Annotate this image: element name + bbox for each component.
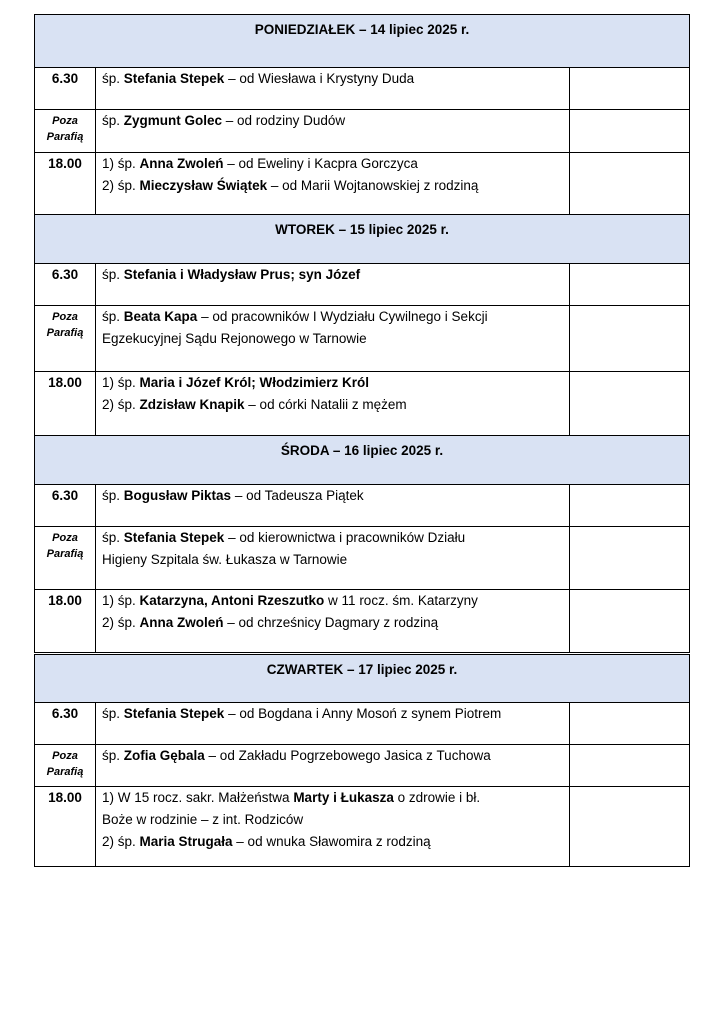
intention-line bbox=[102, 394, 563, 416]
intention-line bbox=[102, 153, 563, 175]
empty-cell bbox=[570, 68, 690, 110]
intention-text: 2) śp. bbox=[102, 397, 140, 412]
intention-text: śp. bbox=[102, 530, 124, 545]
day-header-row bbox=[35, 15, 690, 68]
mass-row bbox=[35, 527, 690, 590]
intention-name: Beata Kapa bbox=[123, 309, 198, 324]
intention-line bbox=[102, 831, 563, 853]
mass-time: 6.30 bbox=[35, 264, 96, 306]
mass-time: 6.30 bbox=[35, 485, 96, 527]
intention-text: śp. bbox=[102, 113, 124, 128]
mass-intention bbox=[96, 372, 570, 436]
intention-line bbox=[102, 264, 563, 286]
intention-text: śp. bbox=[102, 706, 124, 721]
intention-line bbox=[102, 372, 563, 394]
mass-row bbox=[35, 306, 690, 372]
mass-location-label: Poza Parafią bbox=[35, 306, 96, 372]
mass-intention bbox=[96, 590, 570, 654]
mass-intention bbox=[96, 485, 570, 527]
intention-name: Stefania Stepek bbox=[123, 530, 225, 545]
intention-name: Zygmunt Golec bbox=[123, 113, 223, 128]
intention-text: Egzekucyjnej Sądu Rejonowego w Tarnowie bbox=[102, 331, 367, 346]
empty-cell bbox=[570, 703, 690, 745]
intention-name: Mieczysław Świątek bbox=[139, 178, 268, 193]
mass-row bbox=[35, 703, 690, 745]
intention-text: Higieny Szpitala św. Łukasza w Tarnowie bbox=[102, 552, 348, 567]
intention-text: – od Bogdana i Anny Mosoń z synem Piotrem bbox=[224, 706, 502, 721]
mass-time: 18.00 bbox=[35, 787, 96, 867]
mass-location-label: Poza Parafią bbox=[35, 110, 96, 153]
intention-line bbox=[102, 68, 563, 90]
intention-text: śp. bbox=[102, 71, 124, 86]
intention-line bbox=[102, 745, 563, 767]
mass-row bbox=[35, 485, 690, 527]
mass-intention bbox=[96, 703, 570, 745]
intention-text: 1) śp. bbox=[102, 593, 140, 608]
intention-text: – od córki Natalii z mężem bbox=[244, 397, 407, 412]
intention-name: Zofia Gębala bbox=[123, 748, 205, 763]
intention-name: Anna Zwoleń bbox=[139, 156, 224, 171]
intention-text: śp. bbox=[102, 267, 124, 282]
mass-time: 18.00 bbox=[35, 153, 96, 215]
intention-line bbox=[102, 809, 563, 831]
empty-cell bbox=[570, 372, 690, 436]
intention-line bbox=[102, 787, 563, 809]
intention-text: – od pracowników I Wydziału Cywilnego i Sekcji bbox=[197, 309, 488, 324]
intention-text: 1) W 15 rocz. sakr. Małżeństwa bbox=[102, 790, 294, 805]
day-header-row bbox=[35, 436, 690, 485]
mass-intention bbox=[96, 110, 570, 153]
intention-line bbox=[102, 485, 563, 507]
intention-text: – od Eweliny i Kacpra Gorczyca bbox=[223, 156, 418, 171]
intention-text: 1) śp. bbox=[102, 156, 140, 171]
mass-time: 6.30 bbox=[35, 68, 96, 110]
day-header: CZWARTEK – 17 lipiec 2025 r. bbox=[35, 654, 690, 703]
mass-location-label: Poza Parafią bbox=[35, 527, 96, 590]
mass-intention bbox=[96, 745, 570, 787]
intention-line bbox=[102, 110, 563, 132]
intention-line bbox=[102, 590, 563, 612]
intention-text: – od Wiesława i Krystyny Duda bbox=[224, 71, 415, 86]
mass-row bbox=[35, 745, 690, 787]
mass-location-label: Poza Parafią bbox=[35, 745, 96, 787]
intention-text: – od wnuka Sławomira z rodziną bbox=[232, 834, 431, 849]
intention-line bbox=[102, 175, 563, 197]
mass-schedule-table bbox=[34, 14, 690, 867]
empty-cell bbox=[570, 110, 690, 153]
mass-time: 18.00 bbox=[35, 372, 96, 436]
intention-text: śp. bbox=[102, 309, 124, 324]
empty-cell bbox=[570, 787, 690, 867]
empty-cell bbox=[570, 485, 690, 527]
intention-text: w 11 rocz. śm. Katarzyny bbox=[324, 593, 478, 608]
day-header: ŚRODA – 16 lipiec 2025 r. bbox=[35, 436, 690, 485]
intention-line bbox=[102, 328, 563, 350]
intention-name: Maria Strugała bbox=[139, 834, 233, 849]
intention-text: 2) śp. bbox=[102, 615, 140, 630]
intention-text: o zdrowie i bł. bbox=[393, 790, 481, 805]
intention-line bbox=[102, 306, 563, 328]
intention-text: – od Zakładu Pogrzebowego Jasica z Tuchowa bbox=[204, 748, 491, 763]
intention-name: Zdzisław Knapik bbox=[139, 397, 245, 412]
mass-row bbox=[35, 153, 690, 215]
mass-row bbox=[35, 787, 690, 867]
intention-text: – od rodziny Dudów bbox=[222, 113, 346, 128]
intention-name: Marty i Łukasza bbox=[293, 790, 394, 805]
intention-text: 2) śp. bbox=[102, 178, 140, 193]
day-header-row bbox=[35, 215, 690, 264]
day-header: WTOREK – 15 lipiec 2025 r. bbox=[35, 215, 690, 264]
empty-cell bbox=[570, 264, 690, 306]
intention-text: – od chrześnicy Dagmary z rodziną bbox=[223, 615, 439, 630]
mass-intention bbox=[96, 787, 570, 867]
intention-text: – od Marii Wojtanowskiej z rodziną bbox=[267, 178, 479, 193]
intention-text: śp. bbox=[102, 488, 124, 503]
mass-row bbox=[35, 264, 690, 306]
day-header-row bbox=[35, 654, 690, 703]
mass-time: 18.00 bbox=[35, 590, 96, 654]
schedule-body bbox=[35, 15, 690, 867]
day-header: PONIEDZIAŁEK – 14 lipiec 2025 r. bbox=[35, 15, 690, 68]
intention-text: – od kierownictwa i pracowników Działu bbox=[224, 530, 466, 545]
intention-line bbox=[102, 527, 563, 549]
mass-time: 6.30 bbox=[35, 703, 96, 745]
intention-name: Katarzyna, Antoni Rzeszutko bbox=[139, 593, 325, 608]
empty-cell bbox=[570, 306, 690, 372]
empty-cell bbox=[570, 527, 690, 590]
mass-row bbox=[35, 590, 690, 654]
intention-name: Bogusław Piktas bbox=[123, 488, 232, 503]
mass-intention bbox=[96, 153, 570, 215]
intention-text: 1) śp. bbox=[102, 375, 140, 390]
empty-cell bbox=[570, 153, 690, 215]
intention-name: Anna Zwoleń bbox=[139, 615, 224, 630]
intention-name: Stefania i Władysław Prus; syn Józef bbox=[123, 267, 361, 282]
intention-text: śp. bbox=[102, 748, 124, 763]
intention-name: Stefania Stepek bbox=[123, 71, 225, 86]
intention-line bbox=[102, 703, 563, 725]
intention-name: Maria i Józef Król; Włodzimierz Król bbox=[139, 375, 370, 390]
intention-line bbox=[102, 549, 563, 571]
empty-cell bbox=[570, 590, 690, 654]
mass-intention bbox=[96, 264, 570, 306]
intention-text: 2) śp. bbox=[102, 834, 140, 849]
intention-text: – od Tadeusza Piątek bbox=[231, 488, 364, 503]
intention-name: Stefania Stepek bbox=[123, 706, 225, 721]
mass-intention bbox=[96, 306, 570, 372]
intention-line bbox=[102, 612, 563, 634]
mass-row bbox=[35, 372, 690, 436]
mass-intention bbox=[96, 68, 570, 110]
intention-text: Boże w rodzinie – z int. Rodziców bbox=[102, 812, 304, 827]
mass-row bbox=[35, 110, 690, 153]
mass-row bbox=[35, 68, 690, 110]
mass-intention bbox=[96, 527, 570, 590]
empty-cell bbox=[570, 745, 690, 787]
